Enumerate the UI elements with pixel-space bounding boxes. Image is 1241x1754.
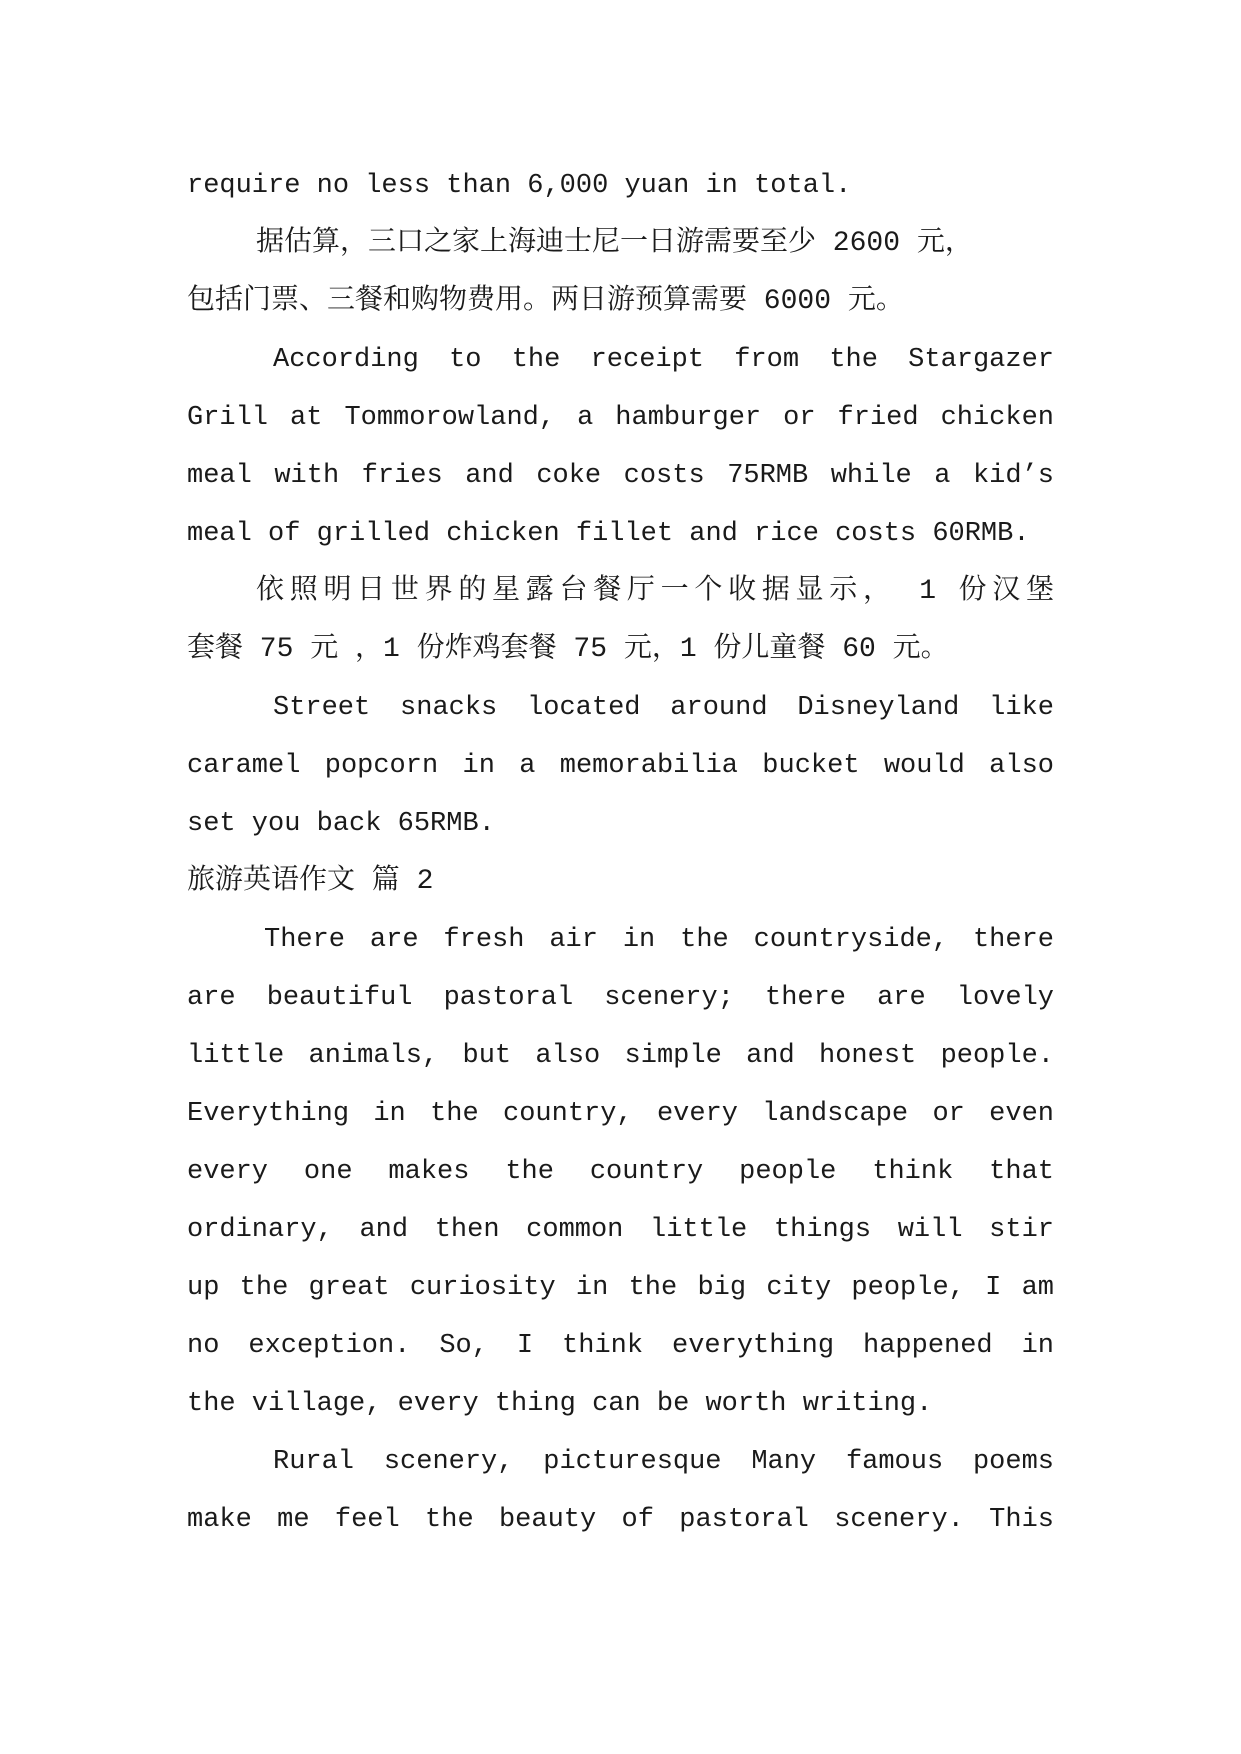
text-line: According to the receipt from the Stargazer (273, 345, 1054, 375)
paragraph (187, 331, 1054, 563)
paragraph (187, 1433, 1054, 1549)
text-line: meal with fries and coke costs 75RMB while a kid’s (187, 461, 1054, 491)
text-line: meal of grilled chicken fillet and rice costs 60RMB. (187, 519, 1030, 549)
document-body (187, 157, 1054, 1549)
text-line: caramel popcorn in a memorabilia bucket would also (187, 751, 1054, 781)
text-line: make me feel the beauty of pastoral scenery. This (187, 1505, 1054, 1535)
text-line: Everything in the country, every landscape or even (187, 1099, 1054, 1129)
text-line: every one makes the country people think that (187, 1157, 1054, 1187)
text-line: up the great curiosity in the big city people, I am (187, 1273, 1054, 1303)
text-line: Street snacks located around Disneyland like (273, 693, 1054, 723)
text-line: Rural scenery, picturesque Many famous poems (273, 1447, 1054, 1477)
text-line: the village, every thing can be worth writing. (187, 1389, 933, 1419)
paragraph (187, 157, 1054, 215)
text-line: There are fresh air in the countryside, there (264, 925, 1054, 955)
text-line: require no less than 6,000 yuan in total. (187, 171, 852, 201)
text-line: are beautiful pastoral scenery; there are lovely (187, 983, 1054, 1013)
text-line: no exception. So, I think everything happened in (187, 1331, 1054, 1361)
paragraph (187, 215, 1054, 331)
text-line: set you back 65RMB. (187, 809, 495, 839)
paragraph (187, 679, 1054, 853)
text-line: little animals, but also simple and honest people. (187, 1041, 1054, 1071)
text-line: Grill at Tommorowland, a hamburger or fried chicken (187, 403, 1054, 433)
section-heading: 旅游英语作文 篇 2 (187, 866, 434, 897)
text-line: 据估算，三口之家上海迪士尼一日游需要至少 2600 元， (256, 228, 973, 259)
text-line: 包括门票、三餐和购物费用。两日游预算需要 6000 元。 (187, 286, 904, 317)
text-line: ordinary, and then common little things will stir (187, 1215, 1054, 1245)
text-line: 依照明日世界的星露台餐厅一个收据显示， 1 份汉堡 (256, 576, 1054, 607)
paragraph (187, 563, 1054, 679)
text-line: 套餐 75 元 ，1 份炸鸡套餐 75 元，1 份儿童餐 60 元。 (187, 634, 949, 665)
paragraph (187, 911, 1054, 1433)
